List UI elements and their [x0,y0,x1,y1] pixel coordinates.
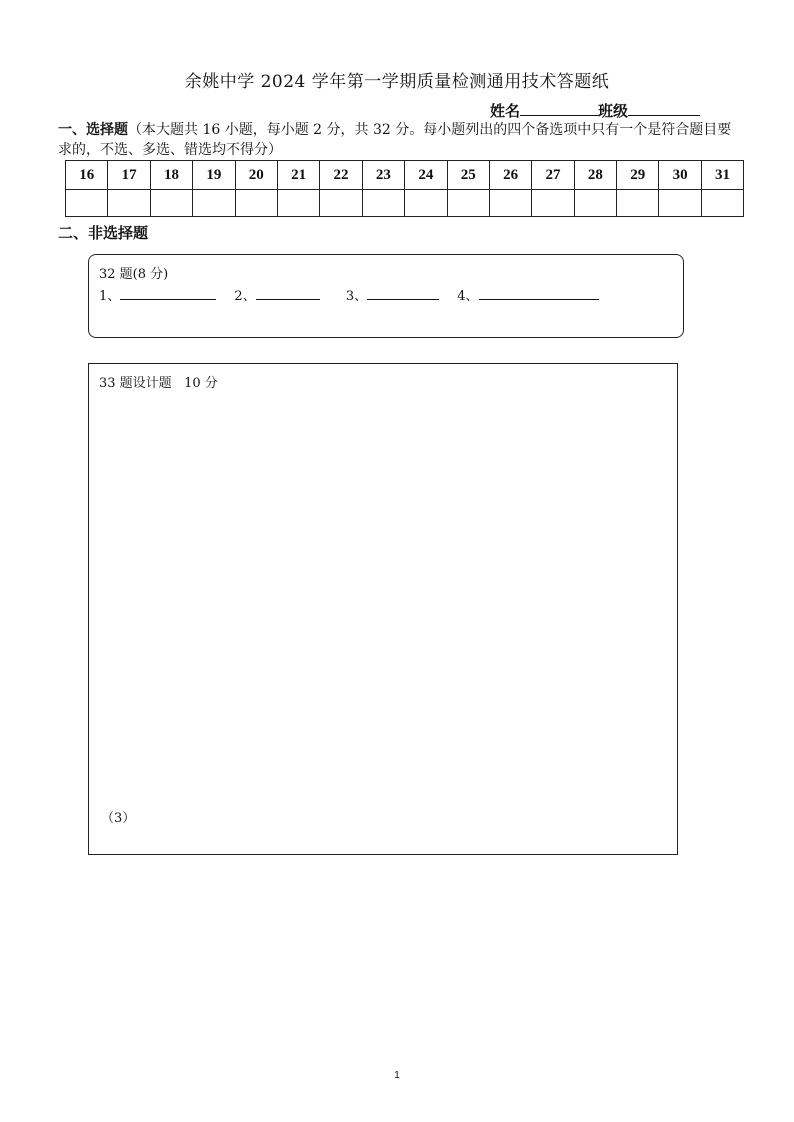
question-number: 21 [277,161,319,190]
q32-item-label: 2、 [234,289,256,304]
answer-cell[interactable] [405,190,447,217]
section1-heading: 一、选择题 [58,122,128,138]
name-field[interactable] [520,101,598,116]
answer-cell[interactable] [362,190,404,217]
q32-label: 32 题(8 分) [99,267,169,282]
question-number: 23 [362,161,404,190]
q32-blank-1[interactable] [120,285,216,300]
answer-cell[interactable] [150,190,192,217]
q32-answer-box [88,254,684,338]
answer-cell[interactable] [235,190,277,217]
question-number: 26 [489,161,531,190]
question-number: 18 [150,161,192,190]
answer-cell[interactable] [193,190,235,217]
answer-row [66,190,744,217]
question-number: 31 [701,161,743,190]
answer-cell[interactable] [108,190,150,217]
q32-blank-3[interactable] [367,285,439,300]
section1-instructions: （本大题共 16 小题，每小题 2 分，共 32 分。每小题列出的四个备选项中只有一个是符合题目要求的，不选、多选、错选均不得分） [58,122,732,158]
question-number-row [66,161,744,190]
answer-cell[interactable] [659,190,701,217]
q32-blank-4[interactable] [479,285,599,300]
section1-header [58,120,738,160]
question-number: 28 [574,161,616,190]
q33-label: 33 题设计题 10 分 [99,376,218,391]
question-number: 29 [617,161,659,190]
answer-cell[interactable] [66,190,108,217]
q33-answer-box[interactable] [88,363,678,855]
answer-cell[interactable] [489,190,531,217]
name-label: 姓名 [490,102,521,120]
page-title: 余姚中学 2024 学年第一学期质量检测通用技术答题纸 [184,72,610,92]
question-number: 17 [108,161,150,190]
question-number: 25 [447,161,489,190]
student-info [490,100,700,121]
q32-item-label: 3、 [345,289,368,304]
answer-cell[interactable] [574,190,616,217]
q33-sub-label: （3） [101,811,136,826]
answer-grid [65,160,744,217]
question-number: 24 [405,161,447,190]
q32-blanks [99,285,613,304]
page-number: 1 [394,1070,400,1081]
class-label: 班级 [598,102,629,120]
question-number: 27 [532,161,574,190]
class-field[interactable] [628,101,700,116]
answer-cell[interactable] [701,190,743,217]
q32-item-label: 4、 [457,289,479,304]
answer-cell[interactable] [277,190,319,217]
question-number: 16 [66,161,108,190]
question-number: 30 [659,161,701,190]
q32-item-label: 1、 [99,289,121,304]
question-number: 19 [193,161,235,190]
question-number: 20 [235,161,277,190]
answer-cell[interactable] [320,190,362,217]
answer-cell[interactable] [532,190,574,217]
answer-cell[interactable] [447,190,489,217]
answer-cell[interactable] [617,190,659,217]
q32-blank-2[interactable] [256,285,320,300]
section2-heading: 二、非选择题 [58,224,149,242]
question-number: 22 [320,161,362,190]
